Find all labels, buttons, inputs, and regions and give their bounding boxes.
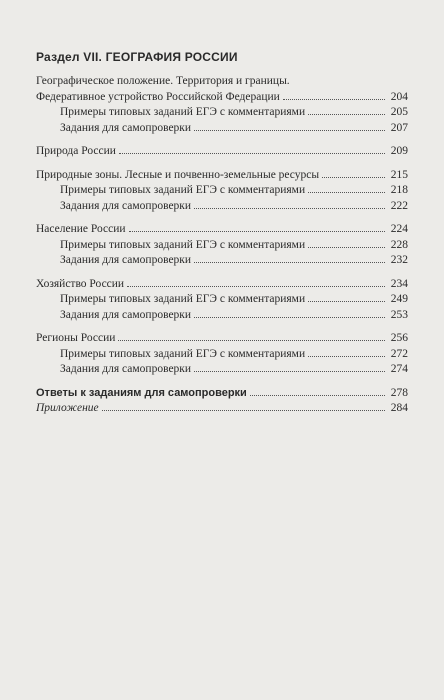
toc-group-answers (36, 386, 408, 417)
toc-entry-page: 209 (390, 145, 408, 157)
toc-entry-page: 207 (390, 121, 408, 134)
leader-dots (127, 279, 385, 287)
table-of-contents (36, 50, 408, 425)
toc-entry-text: Примеры типовых заданий ЕГЭ с комментариями (60, 184, 306, 196)
toc-entry-appendix[interactable] (36, 401, 408, 417)
toc-entry-page: 204 (390, 90, 408, 103)
toc-entry-text: Задания для самопроверки (60, 199, 192, 212)
toc-entry-text: Задания для самопроверки (60, 121, 192, 134)
toc-entry-page: 253 (390, 308, 408, 321)
leader-dots (308, 294, 385, 302)
leader-dots (119, 146, 385, 154)
leader-dots (308, 185, 385, 193)
toc-entry-text: Задания для самопроверки (60, 254, 192, 266)
toc-entry-text: Природные зоны. Лесные и почвенно-земельные ресурсы (36, 168, 320, 181)
toc-entry-text: Примеры типовых заданий ЕГЭ с комментариями (60, 106, 306, 118)
toc-entry-page: 215 (390, 168, 408, 181)
toc-entry[interactable] (36, 331, 408, 347)
toc-entry[interactable] (36, 277, 408, 293)
toc-entry-text: Примеры типовых заданий ЕГЭ с комментариями (60, 347, 306, 360)
leader-dots (308, 349, 385, 357)
toc-entry-text: Хозяйство России (36, 277, 125, 290)
toc-entry-text: Регионы России (36, 332, 116, 344)
toc-subentry[interactable] (36, 183, 408, 199)
leader-dots (194, 123, 385, 131)
toc-subentry[interactable] (36, 362, 408, 378)
toc-entry-page: 234 (390, 277, 408, 290)
toc-group (36, 74, 408, 136)
toc-entry-answers[interactable] (36, 386, 408, 402)
toc-entry-page: 232 (390, 254, 408, 266)
toc-group (36, 222, 408, 269)
toc-entry[interactable] (36, 144, 408, 160)
toc-subentry[interactable] (36, 238, 408, 254)
leader-dots (283, 92, 385, 100)
leader-dots (322, 170, 385, 178)
toc-subentry[interactable] (36, 199, 408, 215)
leader-dots (194, 255, 385, 263)
toc-subentry[interactable] (36, 308, 408, 324)
toc-entry-page: 284 (390, 402, 408, 414)
toc-entry-page: 228 (390, 238, 408, 251)
toc-entry[interactable] (36, 222, 408, 238)
section-heading: Раздел VII. ГЕОГРАФИЯ РОССИИ (36, 50, 238, 64)
toc-subentry[interactable] (36, 121, 408, 137)
toc-entry-page: 278 (390, 386, 408, 399)
toc-entry-page: 274 (390, 363, 408, 375)
toc-entry[interactable] (36, 168, 408, 184)
leader-dots (194, 364, 385, 372)
toc-entry-text: Федеративное устройство Российской Федерации (36, 90, 280, 103)
toc-entry-text: Задания для самопроверки (60, 308, 192, 321)
toc-entry-text: Примеры типовых заданий ЕГЭ с комментариями (60, 293, 306, 305)
leader-dots (250, 388, 385, 396)
toc-subentry[interactable] (36, 253, 408, 269)
toc-entry-text: Ответы к заданиям для самопроверки (36, 386, 247, 399)
toc-entry-page: 205 (390, 106, 408, 118)
toc-groups (36, 74, 408, 378)
toc-subentry[interactable] (36, 105, 408, 121)
toc-entry-page: 218 (390, 184, 408, 196)
toc-entry-lead: Географическое положение. Территория и границы. (36, 75, 290, 87)
toc-subentry[interactable] (36, 347, 408, 363)
toc-entry-text: Задания для самопроверки (60, 363, 192, 375)
toc-entry-text: Природа России (36, 145, 116, 157)
toc-group (36, 168, 408, 215)
toc-entry-text: Население России (36, 223, 126, 235)
leader-dots (308, 240, 385, 248)
toc-entry-text: Примеры типовых заданий ЕГЭ с комментариями (60, 238, 306, 251)
leader-dots (118, 333, 385, 341)
toc-subentry[interactable] (36, 292, 408, 308)
leader-dots (194, 201, 385, 209)
leader-dots (194, 310, 385, 318)
toc-entry-page: 249 (390, 293, 408, 305)
toc-group (36, 331, 408, 378)
toc-entry[interactable] (36, 90, 408, 106)
toc-entry-text: Приложение (36, 402, 99, 414)
leader-dots (129, 224, 385, 232)
toc-entry-page: 256 (390, 332, 408, 344)
toc-group (36, 144, 408, 160)
toc-entry-page: 224 (390, 223, 408, 235)
toc-entry-page: 222 (390, 199, 408, 212)
toc-entry-page: 272 (390, 347, 408, 360)
leader-dots (308, 107, 385, 115)
toc-group (36, 277, 408, 324)
leader-dots (102, 403, 385, 411)
